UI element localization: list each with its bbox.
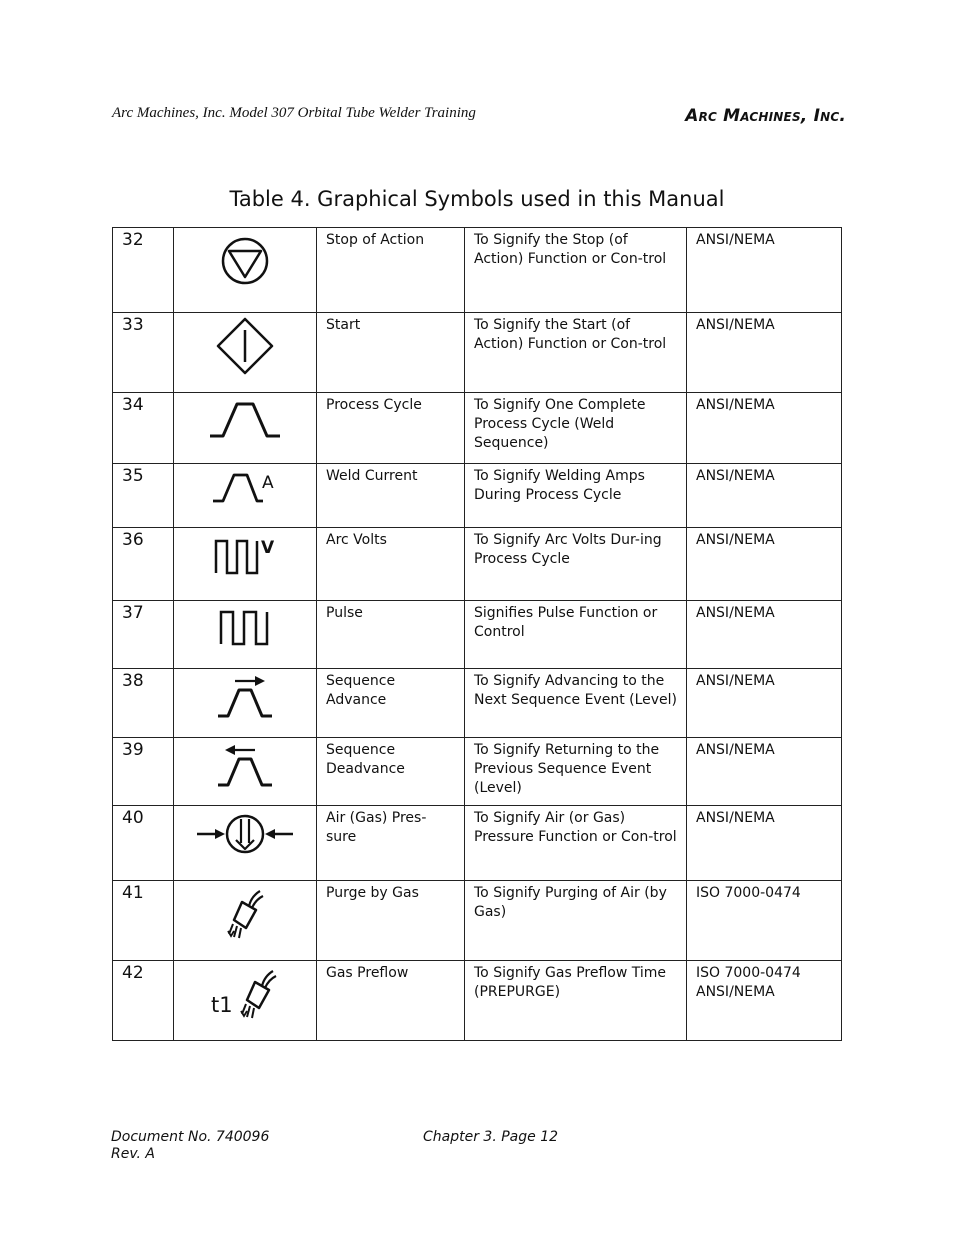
symbol-description: To Signify Returning to the Previous Sequence Event (Level) xyxy=(465,738,687,806)
symbol-description: To Signify Advancing to the Next Sequence Event (Level) xyxy=(465,669,687,738)
start-icon xyxy=(213,316,277,376)
symbol-cell xyxy=(174,961,317,1041)
symbol-standard: ANSI/NEMA xyxy=(687,669,842,738)
table-row xyxy=(113,738,842,806)
table-row xyxy=(113,669,842,738)
symbol-standard: ISO 7000-0474 xyxy=(687,881,842,961)
symbol-standard: ANSI/NEMA xyxy=(687,228,842,313)
symbol-number: 33 xyxy=(113,313,174,393)
table-row xyxy=(113,806,842,881)
arc-volts-icon xyxy=(211,531,279,577)
symbol-cell xyxy=(174,393,317,464)
symbol-name: Start xyxy=(317,313,465,393)
symbol-description: To Signify Purging of Air (by Gas) xyxy=(465,881,687,961)
footer-document-info xyxy=(111,1129,269,1163)
symbol-name: Sequence Advance xyxy=(317,669,465,738)
symbol-standard: ISO 7000-0474 ANSI/NEMA xyxy=(687,961,842,1041)
air-gas-pressure-icon xyxy=(193,809,297,859)
symbol-name: Sequence Deadvance xyxy=(317,738,465,806)
symbol-standard: ANSI/NEMA xyxy=(687,464,842,528)
symbol-description: To Signify the Stop (of Action) Function or Con-trol xyxy=(465,228,687,313)
symbol-cell xyxy=(174,313,317,393)
symbol-name: Stop of Action xyxy=(317,228,465,313)
symbol-cell xyxy=(174,464,317,528)
symbol-cell xyxy=(174,528,317,601)
symbol-description: To Signify Air (or Gas) Pressure Function or Con-trol xyxy=(465,806,687,881)
page-number: Chapter 3. Page 12 xyxy=(423,1129,559,1145)
symbol-standard: ANSI/NEMA xyxy=(687,528,842,601)
arc-volts-letter: V xyxy=(261,538,275,558)
table-row xyxy=(113,313,842,393)
purge-by-gas-icon xyxy=(222,884,268,944)
symbol-description: To Signify the Start (of Action) Function or Con-trol xyxy=(465,313,687,393)
table-title: Table 4. Graphical Symbols used in this Manual xyxy=(229,187,725,211)
gas-preflow-icon xyxy=(209,964,281,1024)
symbol-number: 41 xyxy=(113,881,174,961)
table-row xyxy=(113,881,842,961)
symbol-number: 40 xyxy=(113,806,174,881)
weld-current-icon xyxy=(210,467,280,507)
sequence-deadvance-icon xyxy=(213,741,277,791)
symbol-number: 37 xyxy=(113,601,174,669)
stop-of-action-icon xyxy=(215,231,275,291)
symbol-number: 39 xyxy=(113,738,174,806)
table-row xyxy=(113,464,842,528)
gas-preflow-label: t1 xyxy=(211,993,233,1017)
symbol-cell xyxy=(174,669,317,738)
symbol-number: 35 xyxy=(113,464,174,528)
table-row xyxy=(113,528,842,601)
symbol-number: 42 xyxy=(113,961,174,1041)
symbol-number: 32 xyxy=(113,228,174,313)
symbols-table xyxy=(112,227,842,1041)
revision: Rev. A xyxy=(111,1146,155,1162)
document-number: Document No. 740096 xyxy=(111,1129,270,1145)
table-row xyxy=(113,393,842,464)
pulse-icon xyxy=(215,604,275,648)
symbol-name: Purge by Gas xyxy=(317,881,465,961)
symbol-description: To Signify Gas Preflow Time (PREPURGE) xyxy=(465,961,687,1041)
sequence-advance-icon xyxy=(213,672,277,722)
symbol-description: To Signify One Complete Process Cycle (Weld Sequence) xyxy=(465,393,687,464)
table-row xyxy=(113,601,842,669)
symbol-description: To Signify Arc Volts Dur-ing Process Cycle xyxy=(465,528,687,601)
symbol-name: Weld Current xyxy=(317,464,465,528)
symbol-description: Signifies Pulse Function or Control xyxy=(465,601,687,669)
header-title: Arc Machines, Inc. Model 307 Orbital Tube Welder Training xyxy=(112,105,476,121)
symbol-name: Arc Volts xyxy=(317,528,465,601)
symbol-number: 38 xyxy=(113,669,174,738)
symbol-description: To Signify Welding Amps During Process Cycle xyxy=(465,464,687,528)
symbol-cell xyxy=(174,738,317,806)
symbol-name: Pulse xyxy=(317,601,465,669)
symbol-standard: ANSI/NEMA xyxy=(687,393,842,464)
symbol-cell xyxy=(174,228,317,313)
symbol-standard: ANSI/NEMA xyxy=(687,313,842,393)
weld-current-letter: A xyxy=(262,473,274,493)
symbol-cell xyxy=(174,881,317,961)
symbol-number: 36 xyxy=(113,528,174,601)
symbol-cell xyxy=(174,806,317,881)
symbol-name: Process Cycle xyxy=(317,393,465,464)
symbol-name: Gas Preflow xyxy=(317,961,465,1041)
process-cycle-icon xyxy=(207,396,283,442)
symbol-standard: ANSI/NEMA xyxy=(687,738,842,806)
symbol-standard: ANSI/NEMA xyxy=(687,806,842,881)
table-row xyxy=(113,961,842,1041)
company-logo: Arc Machines, Inc. xyxy=(685,106,846,126)
symbol-number: 34 xyxy=(113,393,174,464)
symbol-standard: ANSI/NEMA xyxy=(687,601,842,669)
symbol-name: Air (Gas) Pres-sure xyxy=(317,806,465,881)
symbol-cell xyxy=(174,601,317,669)
table-row xyxy=(113,228,842,313)
